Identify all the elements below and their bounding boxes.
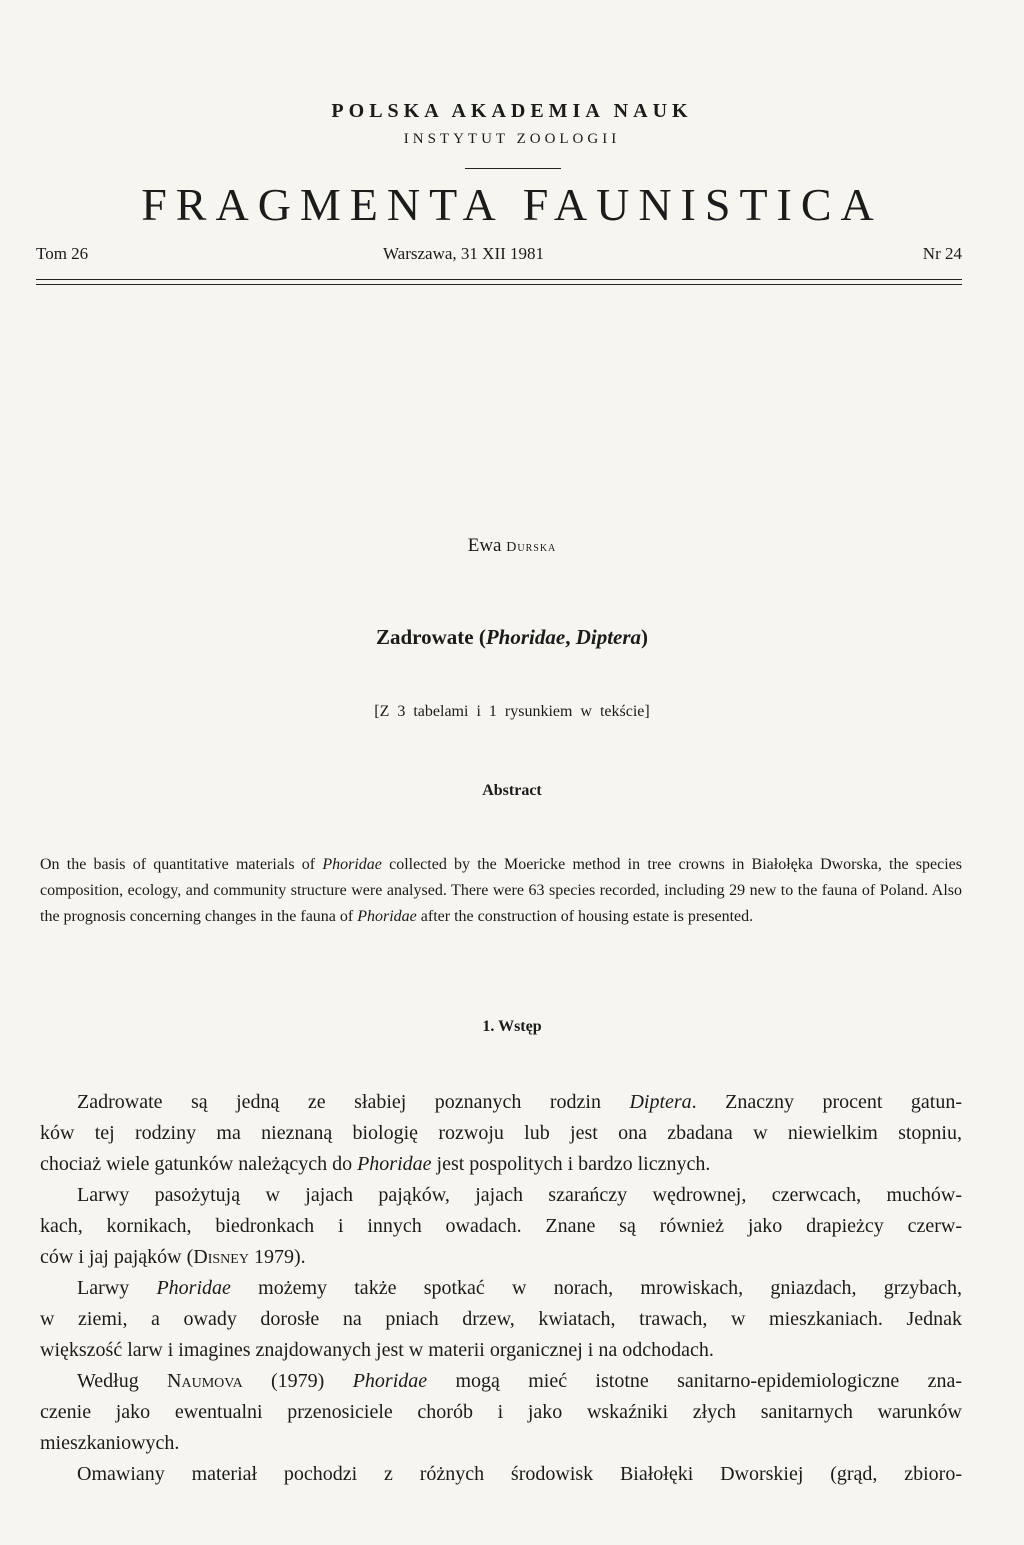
body-text-run: możemy także spotkać w norach, mrowiskach, gniazdach, grzybach,: [230, 1277, 962, 1299]
title-plain: Zadrowate (: [375, 625, 486, 649]
issue-number: Nr 24: [922, 244, 962, 263]
body-taxon: Diptera: [629, 1091, 692, 1113]
header-divider: [465, 168, 561, 169]
body-line: mieszkaniowych.: [40, 1432, 180, 1454]
institute-name: INSTYTUT ZOOLOGII: [403, 131, 621, 147]
body-line: kach, kornikach, biedronkach i innych owadach. Znane są również jako drapieżcy czerw-: [40, 1215, 962, 1237]
body-line: Larwy pasożytują w jajach pająków, jajach szarańczy wędrownej, czerwcach, muchów-: [77, 1184, 962, 1206]
tables-note: [Z 3 tabelami i 1 rysunkiem w tekście]: [374, 703, 650, 720]
issue-date: Warszawa, 31 XII 1981: [383, 244, 545, 263]
masthead-double-rule: [36, 279, 962, 285]
academy-name: POLSKA AKADEMIA NAUK: [331, 100, 693, 122]
body-text-run: mogą mieć istotne sanitarno-epidemiologiczne zna-: [427, 1370, 962, 1392]
title-taxon-family: Phoridae: [485, 625, 566, 649]
body-text-run: Zadrowate są jedną ze słabiej poznanych rodzin: [77, 1091, 630, 1113]
abstract-part-1: On the basis of quantitative materials of: [40, 856, 323, 873]
section-heading: 1. Wstęp: [482, 1018, 542, 1035]
body-text-run: chociaż wiele gatunków należących do: [40, 1153, 358, 1175]
body-line: ków tej rodziny ma nieznaną biologię rozwoju lub jest ona zbadana w niewielkim stopniu,: [40, 1122, 962, 1144]
body-text-run: Larwy: [77, 1277, 157, 1299]
body-text-run: 1979).: [248, 1246, 306, 1268]
body-line: w ziemi, a owady dorosłe na pniach drzew, kwiatach, trawach, w mieszkaniach. Jednak: [40, 1308, 962, 1330]
journal-title: FRAGMENTA FAUNISTICA: [141, 179, 883, 230]
body-line: [40, 1149, 962, 1180]
body-text-run: . Znaczny procent gatun-: [691, 1091, 962, 1113]
cited-author: Disney: [193, 1246, 249, 1268]
title-separator: ,: [565, 625, 576, 649]
body-line: [40, 1366, 962, 1397]
abstract-part-3: after the construction of housing estate is presented.: [416, 908, 754, 925]
author-first-name: Ewa: [467, 535, 502, 556]
abstract-taxon-1: Phoridae: [322, 856, 382, 873]
title-close: ): [641, 625, 649, 649]
body-line: [40, 1242, 962, 1273]
volume-label: Tom 26: [36, 244, 89, 263]
body-text-run: jest pospolitych i bardzo licznych.: [431, 1153, 711, 1175]
body-line: Omawiany materiał pochodzi z różnych środowisk Białołęki Dworskiej (grąd, zbioro-: [77, 1463, 962, 1485]
author-name: [0, 535, 1024, 557]
body-line: większość larw i imagines znajdowanych jest w materii organicznej i na odchodach.: [40, 1339, 714, 1361]
body-text-run: (1979): [242, 1370, 353, 1392]
cited-author: Naumova: [167, 1370, 243, 1392]
abstract-taxon-2: Phoridae: [357, 908, 417, 925]
body-text: [40, 1087, 962, 1490]
body-taxon: Phoridae: [156, 1277, 231, 1299]
article-title: [0, 625, 1024, 650]
body-text-run: Według: [77, 1370, 168, 1392]
body-line: czenie jako ewentualni przenosiciele chorób i jako wskaźniki złych sanitarnych warunków: [40, 1401, 962, 1423]
body-taxon: Phoridae: [357, 1153, 432, 1175]
author-last-name: Durska: [506, 540, 557, 555]
title-taxon-order: Diptera: [575, 625, 642, 649]
abstract-heading: Abstract: [482, 782, 542, 799]
body-text-run: ców i jaj pająków (: [40, 1246, 194, 1268]
body-taxon: Phoridae: [352, 1370, 428, 1392]
abstract-part-2: collected by the Moericke method in tree crowns in Białołęka Dworska, the species composition, ecology, and community structure were analysed. There were 63 species recorded, including 29 new to the fauna of Poland. Also the prognosis concerning changes in the fauna of: [40, 856, 962, 925]
body-line: [40, 1087, 962, 1118]
abstract-text: [40, 852, 962, 930]
body-line: [40, 1273, 962, 1304]
